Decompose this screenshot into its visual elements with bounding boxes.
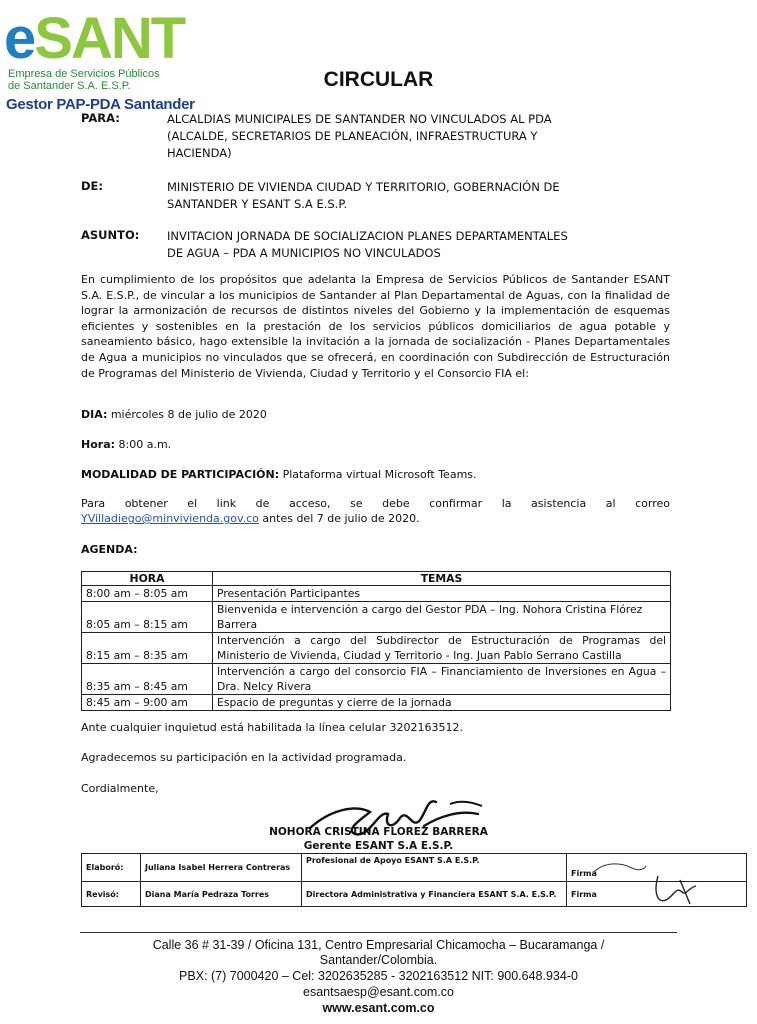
- dia-value: miércoles 8 de julio de 2020: [107, 408, 267, 421]
- body-paragraph: En cumplimiento de los propósitos que adelanta la Empresa de Servicios Públicos de Santander ESANT S.A. E.S.P., de vincular a los municipios de Santander al Plan Departamental de Aguas, con la finalidad de lograr la armonización de recursos de distintos niveles del Gobierno y la implementación de esquemas eficientes y sostenibles en la prestación de los servicios públicos domiciliarios de agua potable y saneamiento básico, hago extensible la invitación a la jornada de socialización - Planes Departamentales de Agua a municipios no vinculados que se ofrecerá, en coordinación con Subdirección de Estructuración de Programas del Ministerio de Vivienda, Ciudad y Territorio y el Consorcio FIA el:: [81, 273, 670, 380]
- agenda-hora: 8:45 am – 9:00 am: [82, 695, 213, 711]
- approval-firma: Firma: [567, 882, 747, 907]
- table-row: [82, 882, 747, 907]
- agenda-header-temas: TEMAS: [213, 572, 671, 586]
- table-row: [82, 633, 671, 664]
- initials-signature-1: [590, 858, 650, 878]
- dia-label: DIA:: [81, 408, 108, 421]
- approval-name: Diana María Pedraza Torres: [141, 882, 302, 907]
- initials-signature-2: [650, 870, 700, 910]
- agenda-tema: Intervención a cargo del consorcio FIA – Financiamiento de Inversiones en Agua – Dra. Nelcy Rivera: [213, 664, 671, 695]
- de-line: SANTANDER Y ESANT S.A E.S.P.: [167, 197, 348, 211]
- link-paragraph-line1: Para obtener el link de acceso, se debe confirmar la asistencia al correo: [81, 497, 670, 510]
- table-row: [82, 602, 671, 633]
- logo-subtitle-2: de Santander S.A. E.S.P.: [8, 80, 131, 92]
- asunto-line: DE AGUA – PDA A MUNICIPIOS NO VINCULADOS: [167, 246, 441, 260]
- approval-firma: Firma: [567, 854, 747, 882]
- asunto-line: INVITACION JORNADA DE SOCIALIZACION PLANES DEPARTAMENTALES: [167, 229, 568, 243]
- asunto-value: [167, 228, 568, 262]
- asunto-label: ASUNTO:: [81, 228, 140, 242]
- inquietud-text: Ante cualquier inquietud está habilitada la línea celular 3202163512.: [81, 721, 463, 734]
- agenda-hora: 8:35 am – 8:45 am: [82, 664, 213, 695]
- agenda-label: AGENDA:: [81, 543, 138, 556]
- table-row: [82, 695, 671, 711]
- footer-email[interactable]: esantsaesp@esant.com.co: [303, 985, 454, 999]
- hora-label: Hora:: [81, 438, 116, 451]
- footer-divider: [80, 932, 677, 933]
- para-line: ALCALDIAS MUNICIPALES DE SANTANDER NO VINCULADOS AL PDA: [167, 112, 552, 126]
- table-row: [82, 586, 671, 602]
- de-label: DE:: [81, 179, 104, 193]
- footer-website[interactable]: www.esant.com.co: [322, 1001, 435, 1015]
- para-label: PARA:: [81, 111, 120, 125]
- link-paragraph-line2: [81, 511, 670, 527]
- footer-address-2: Santander/Colombia.: [319, 953, 438, 967]
- email-link[interactable]: YVilladiego@minvivienda.gov.co: [81, 512, 259, 525]
- modalidad-value: Plataforma virtual Microsoft Teams.: [279, 468, 477, 481]
- para-line: HACIENDA): [167, 146, 232, 160]
- agenda-tema: Espacio de preguntas y cierre de la jornada: [213, 695, 671, 711]
- modalidad-label: MODALIDAD DE PARTICIPACIÓN:: [81, 468, 280, 481]
- cordialmente-text: Cordialmente,: [81, 782, 159, 795]
- signer-name: NOHORA CRISTINA FLOREZ BARRERA: [269, 826, 488, 838]
- logo-subtitle-1: Empresa de Servicios Públicos: [8, 68, 160, 80]
- logo-letters-sant: SANT: [34, 6, 185, 71]
- logo-gestor: Gestor PAP-PDA Santander: [6, 96, 195, 113]
- link-post-text: antes del 7 de julio de 2020.: [258, 512, 420, 525]
- document-title: CIRCULAR: [323, 68, 434, 91]
- dia-line: [81, 407, 670, 423]
- de-line: MINISTERIO DE VIVIENDA CIUDAD Y TERRITORIO, GOBERNACIÓN DE: [167, 180, 560, 194]
- agenda-header-row: [82, 572, 671, 586]
- de-value: [167, 179, 560, 213]
- approval-role: Elaboró:: [82, 854, 141, 882]
- hora-line: [81, 437, 670, 453]
- agenda-tema: Presentación Participantes: [213, 586, 671, 602]
- agradecemos-text: Agradecemos su participación en la actividad programada.: [81, 751, 407, 764]
- modalidad-line: [81, 467, 670, 483]
- approval-name: Juliana Isabel Herrera Contreras: [141, 854, 302, 882]
- approval-role: Revisó:: [82, 882, 141, 907]
- agenda-header-hora: HORA: [82, 572, 213, 586]
- agenda-hora: 8:05 am – 8:15 am: [82, 602, 213, 633]
- agenda-hora: 8:15 am – 8:35 am: [82, 633, 213, 664]
- para-value: [167, 111, 552, 162]
- table-row: [82, 664, 671, 695]
- logo-letter-e: e: [4, 6, 35, 71]
- hora-value: 8:00 a.m.: [115, 438, 172, 451]
- footer-phones: PBX: (7) 7000420 – Cel: 3202635285 - 3202163512 NIT: 900.648.934-0: [179, 969, 578, 983]
- agenda-tema: Bienvenida e intervención a cargo del Gestor PDA – Ing. Nohora Cristina Flórez Barrera: [213, 602, 671, 633]
- signer-title: Gerente ESANT S.A E.S.P.: [303, 840, 454, 852]
- para-line: (ALCALDE, SECRETARIOS DE PLANEACIÓN, INFRAESTRUCTURA Y: [167, 129, 538, 143]
- agenda-tema: Intervención a cargo del Subdirector de Estructuración de Programas del Ministerio de Vivienda, Ciudad y Territorio - Ing. Juan Pablo Serrano Castilla: [213, 633, 671, 664]
- agenda-hora: 8:00 am – 8:05 am: [82, 586, 213, 602]
- approval-position: Profesional de Apoyo ESANT S.A E.S.P.: [302, 854, 567, 882]
- esant-logo: [4, 6, 185, 71]
- footer-address-1: Calle 36 # 31-39 / Oficina 131, Centro Empresarial Chicamocha – Bucaramanga /: [152, 938, 605, 952]
- approval-position: Directora Administrativa y Financiera ESANT S.A. E.S.P.: [302, 882, 567, 907]
- agenda-table: [81, 571, 671, 711]
